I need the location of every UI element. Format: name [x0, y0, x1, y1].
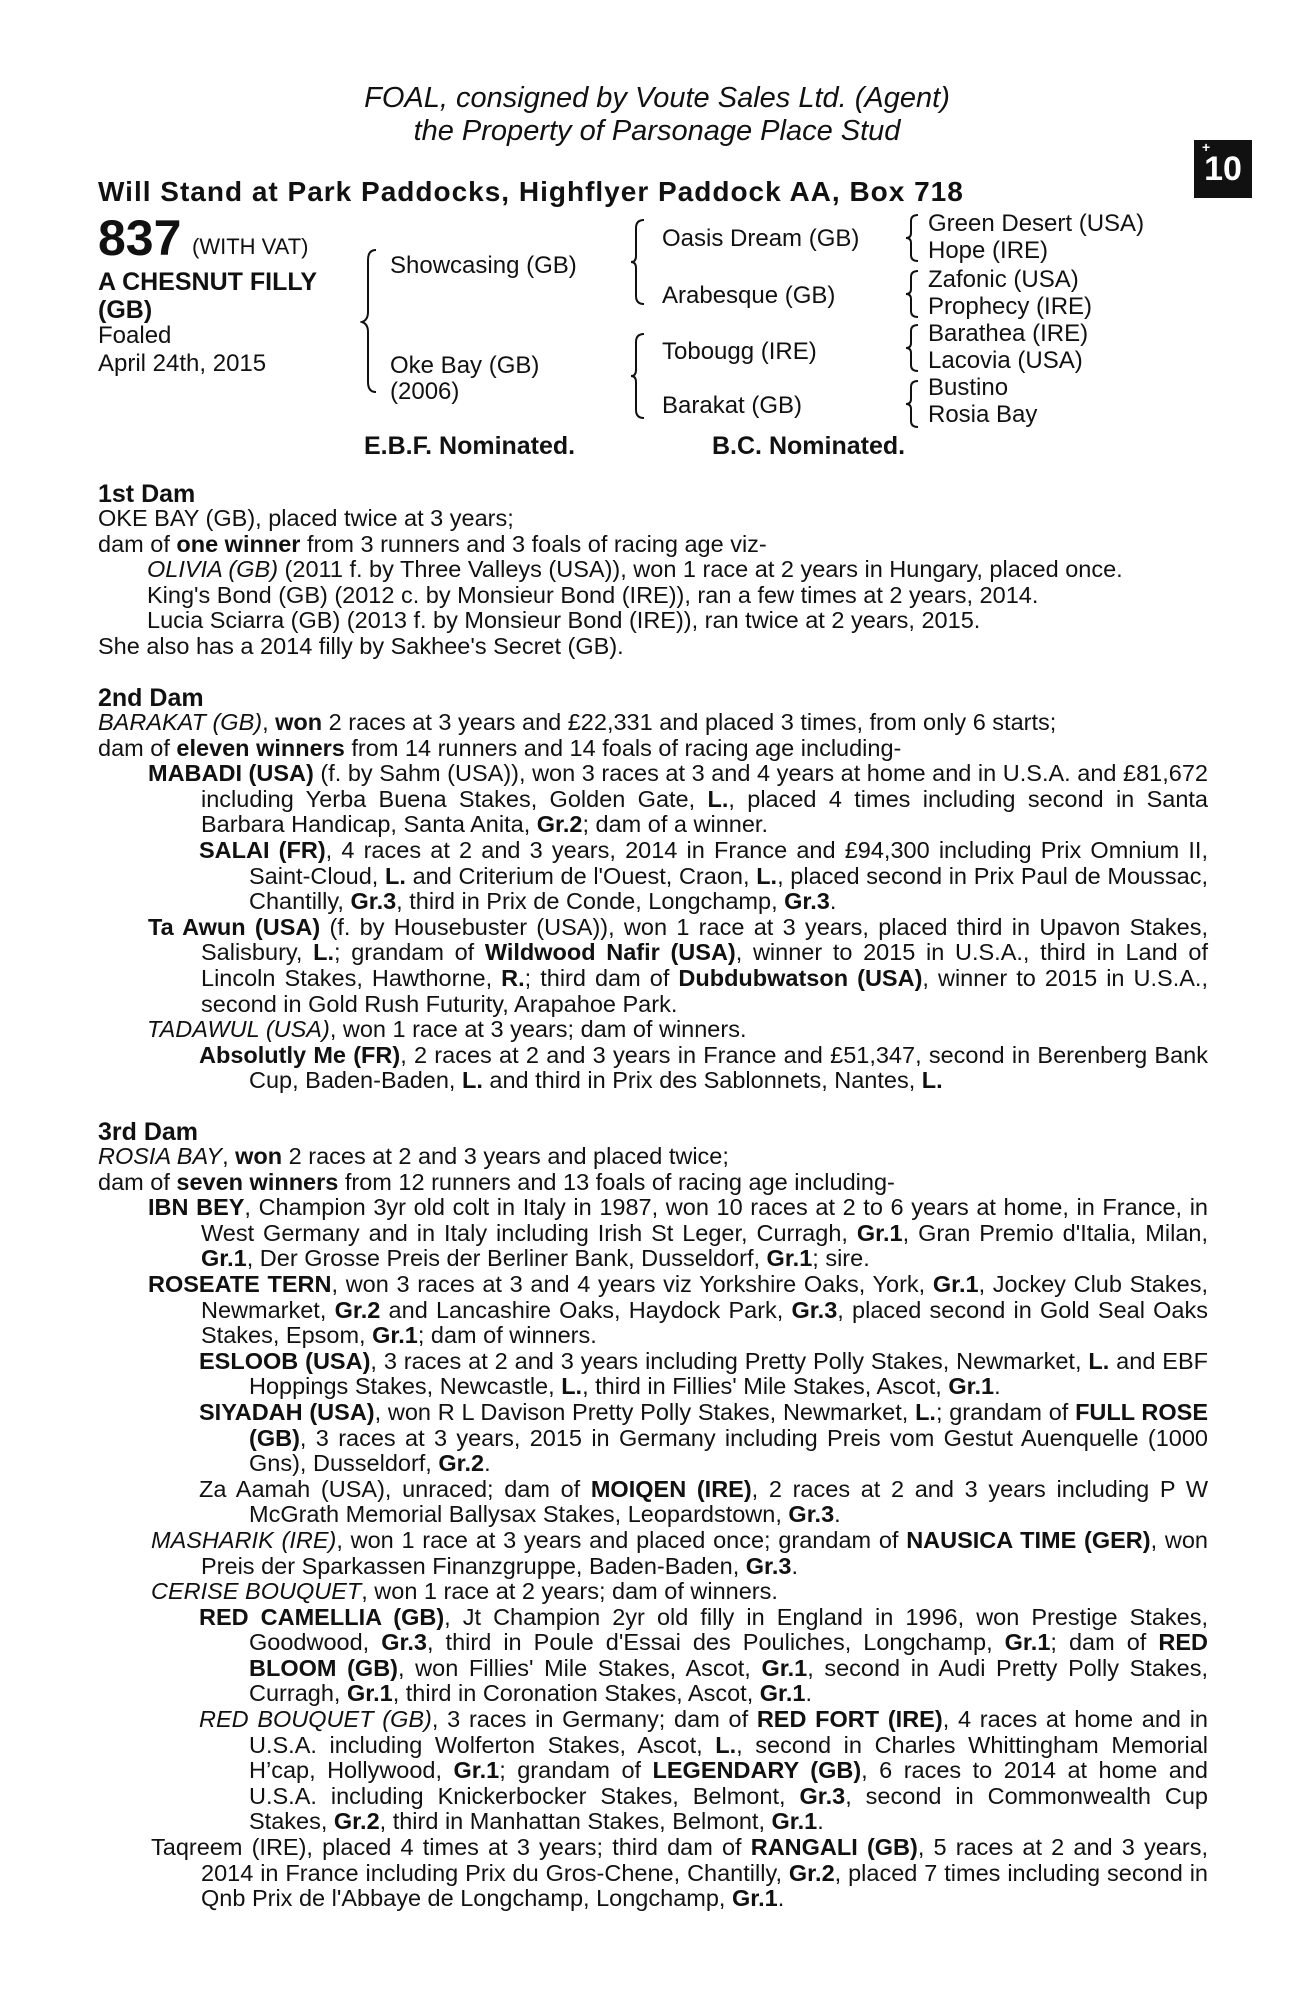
second-dam-produce-summary: dam of eleven winners from 14 runners and 14 foals of racing age including- [98, 734, 902, 761]
pedigree-brace-g3-1 [904, 212, 924, 264]
pedigree-brace-dam [630, 330, 654, 422]
third-dam-produce-summary: dam of seven winners from 12 runners and 13 foals of racing age including- [98, 1168, 895, 1195]
ebf-nomination: E.B.F. Nominated. [364, 432, 576, 460]
pedigree-sire-sire: Oasis Dream (GB) [662, 225, 860, 252]
pedigree-brace-g3-4 [904, 378, 924, 430]
pedigree-brace-g3-2 [904, 268, 924, 320]
bc-nomination: B.C. Nominated. [712, 432, 906, 460]
second-dam-heading: 2nd Dam [98, 684, 204, 712]
pedigree-g3-6: Lacovia (USA) [928, 347, 1083, 374]
property-line: the Property of Parsonage Place Stud [413, 115, 901, 147]
pedigree-g3-1: Green Desert (USA) [928, 210, 1145, 237]
produce-olivia: OLIVIA (GB) (2011 f. by Three Valleys (USA)), won 1 race at 2 years in Hungary, placed once. [147, 556, 1123, 583]
produce-siyadah: SIYADAH (USA), won R L Davison Pretty Polly Stakes, Newmarket, L.; grandam of FULL ROSE (GB), 3 races at 3 years, 2015 in Germany including Preis vom Gestut Auenquelle (1000 Gns), Dusseldorf, Gr.2. [199, 1398, 1209, 1477]
first-dam-body [98, 506, 1208, 660]
produce-taqreem: Taqreem (IRE), placed 4 times at 3 years; third dam of RANGALI (GB), 5 races at 2 and 3 years, 2014 in France including Prix du Gros-Chene, Chantilly, Gr.2, placed 7 times including second in Qnb Prix de l'Abbaye de Longchamp, Longchamp, Gr.1. [151, 1834, 1209, 1912]
produce-lucia-sciarra: Lucia Sciarra (GB) (2013 f. by Monsieur Bond (IRE)), ran twice at 2 years, 2015. [147, 607, 981, 634]
third-dam-heading: 3rd Dam [98, 1118, 199, 1146]
produce-ta-awun: Ta Awun (USA) (f. by Housebuster (USA)), won 1 race at 3 years, placed third in Upavon Stakes, Salisbury, L.; grandam of Wildwood Nafir (USA), winner to 2015 in U.S.A., third in Land of Lincoln Stakes, Hawthorne, R.; third dam of Dubdubwatson (USA), winner to 2015 in U.S.A., second in Gold Rush Futurity, Arapahoe Park. [148, 913, 1209, 1017]
produce-salai: SALAI (FR), 4 races at 2 and 3 years, 2014 in France and £94,300 including Prix Omnium II, Saint-Cloud, L. and Criterium de l'Ouest, Craon, L., placed second in Prix Paul de Moussac, Chantilly, Gr.3, third in Prix de Conde, Longchamp, Gr.3. [199, 836, 1208, 915]
pedigree-dam-year: (2006) [390, 378, 460, 405]
horse-description: A CHESNUT FILLY [98, 268, 317, 296]
third-dam-line: ROSIA BAY, won 2 races at 2 and 3 years and placed twice; [98, 1143, 729, 1169]
produce-absolutly-me: Absolutly Me (FR), 2 races at 2 and 3 years in France and £51,347, second in Berenberg Bank Cup, Baden-Baden, L. and third in Prix des Sablonnets, Nantes, L. [199, 1041, 1208, 1094]
second-dam-line: BARAKAT (GB), won 2 races at 3 years and £22,331 and placed 3 times, from only 6 starts; [98, 709, 1057, 735]
lot-badge [1194, 140, 1252, 198]
produce-red-camellia: RED CAMELLIA (GB), Jt Champion 2yr old filly in England in 1996, won Prestige Stakes, Goodwood, Gr.3, third in Poule d'Essai des Pouliches, Longchamp, Gr.1; dam of RED BLOOM (GB), won Fillies' Mile Stakes, Ascot, Gr.1, second in Audi Pretty Polly Stakes, Curragh, Gr.1, third in Coronation Stakes, Ascot, Gr.1. [199, 1603, 1209, 1707]
pedigree-sire: Showcasing (GB) [390, 252, 577, 279]
produce-mabadi: MABADI (USA) (f. by Sahm (USA)), won 3 races at 3 and 4 years at home and in U.S.A. and £81,672 including Yerba Buena Stakes, Golden Gate, L., placed 4 times including second in Santa Barbara Handicap, Santa Anita, Gr.2; dam of a winner. [148, 760, 1208, 838]
produce-roseate-tern: ROSEATE TERN, won 3 races at 3 and 4 years viz Yorkshire Oaks, York, Gr.1, Jockey Club Stakes, Newmarket, Gr.2 and Lancashire Oaks, Haydock Park, Gr.3, placed second in Gold Seal Oaks Stakes, Epsom, Gr.1; dam of winners. [148, 1270, 1208, 1349]
produce-za-aamah: Za Aamah (USA), unraced; dam of MOIQEN (IRE), 2 races at 2 and 3 years including P W McGrath Memorial Ballysax Stakes, Leopardstown, Gr.3. [199, 1475, 1208, 1528]
first-dam-note: She also has a 2014 filly by Sakhee's Secret (GB). [98, 632, 624, 659]
pedigree-g3-7: Bustino [928, 374, 1009, 401]
produce-kings-bond: King's Bond (GB) (2012 c. by Monsieur Bond (IRE)), ran a few times at 2 years, 2014. [147, 581, 1039, 608]
produce-masharik: MASHARIK (IRE), won 1 race at 3 years and placed once; grandam of NAUSICA TIME (GER), won Preis der Sparkassen Finanzgruppe, Baden-Baden, Gr.3. [151, 1526, 1208, 1579]
stand-location: Will Stand at Park Paddocks, Highflyer Paddock AA, Box 718 [98, 176, 964, 207]
first-dam-line: OKE BAY (GB), placed twice at 3 years; [98, 505, 514, 531]
pedigree-g3-4: Prophecy (IRE) [928, 293, 1093, 320]
horse-country: (GB) [98, 296, 153, 324]
pedigree-sire-dam: Arabesque (GB) [662, 282, 836, 309]
badge-number: 10 [1204, 150, 1242, 188]
pedigree-g3-2: Hope (IRE) [928, 237, 1049, 264]
badge-plus: + [1202, 139, 1211, 155]
produce-tadawul: TADAWUL (USA), won 1 race at 3 years; dam of winners. [147, 1016, 747, 1043]
foaled-label: Foaled [98, 322, 172, 349]
produce-ibn-bey: IBN BEY, Champion 3yr old colt in Italy in 1987, won 10 races at 2 to 6 years at home, in France, in West Germany and in Italy including Irish St Leger, Curragh, Gr.1, Gran Premio d'Italia, Milan, Gr.1, Der Grosse Preis der Berliner Bank, Dusseldorf, Gr.1; sire. [148, 1194, 1208, 1272]
second-dam-body [98, 710, 1208, 1094]
pedigree-dam-sire: Tobougg (IRE) [662, 338, 817, 365]
first-dam-produce-summary: dam of one winner from 3 runners and 3 foals of racing age viz- [98, 530, 767, 557]
third-dam-body [98, 1144, 1208, 1912]
first-dam-heading: 1st Dam [98, 480, 196, 508]
vat-note: (WITH VAT) [192, 234, 309, 259]
produce-red-bouquet: RED BOUQUET (GB), 3 races in Germany; dam of RED FORT (IRE), 4 races at home and in U.S.A. including Wolferton Stakes, Ascot, L., second in Charles Whittingham Memorial H’cap, Hollywood, Gr.1; grandam of LEGENDARY (GB), 6 races to 2014 at home and U.S.A. including Knickerbocker Stakes, Belmont, Gr.3, second in Commonwealth Cup Stakes, Gr.2, third in Manhattan Stakes, Belmont, Gr.1. [199, 1706, 1208, 1835]
pedigree-g3-5: Barathea (IRE) [928, 320, 1089, 347]
consignor-line: FOAL, consigned by Voute Sales Ltd. (Agent) [364, 82, 950, 114]
pedigree-dam-dam: Barakat (GB) [662, 392, 803, 419]
foaled-date: April 24th, 2015 [98, 350, 267, 377]
pedigree-brace-sire [630, 216, 654, 308]
pedigree-g3-3: Zafonic (USA) [928, 266, 1079, 293]
pedigree-dam: Oke Bay (GB) [390, 352, 540, 379]
pedigree-brace-g3-3 [904, 322, 924, 374]
pedigree-brace-sire-dam [360, 246, 390, 396]
lot-number: 837 [98, 210, 182, 266]
produce-cerise-bouquet: CERISE BOUQUET, won 1 race at 2 years; dam of winners. [151, 1578, 778, 1605]
pedigree-g3-8: Rosia Bay [928, 401, 1038, 428]
produce-esloob: ESLOOB (USA), 3 races at 2 and 3 years including Pretty Polly Stakes, Newmarket, L. and EBF Hoppings Stakes, Newcastle, L., third in Fillies' Mile Stakes, Ascot, Gr.1. [199, 1347, 1208, 1400]
